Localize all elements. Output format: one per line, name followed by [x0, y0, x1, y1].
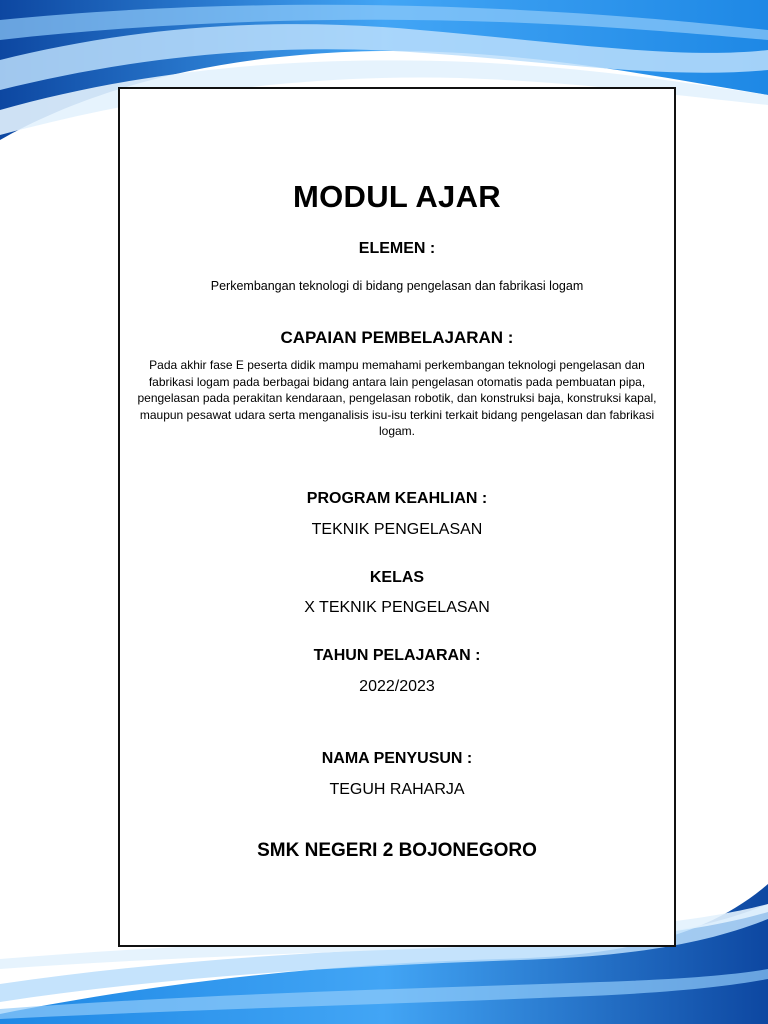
tahun-label: TAHUN PELAJARAN :	[313, 647, 481, 664]
program-label: PROGRAM KEAHLIAN :	[306, 490, 488, 507]
capaian-text: Pada akhir fase E peserta didik mampu memahami perkembangan teknologi pengelasan dan fabrikasi logam pada berbagai bidang antara lain pengelasan otomatis pada pembuatan pipa, pengelasan pada perakitan kendaraan, pengelasan robotik, dan konstruksi baja, konstruksi kapal, maupun pesawat udara serta menganalisis isu-isu terkini terkait bidang pengelasan dan fabrikasi logam.	[137, 358, 657, 438]
elemen-value: Perkembangan teknologi di bidang pengelasan dan fabrikasi logam	[210, 279, 584, 293]
kelas-value: X TEKNIK PENGELASAN	[304, 599, 490, 616]
tahun-value: 2022/2023	[359, 678, 435, 695]
capaian-label: CAPAIAN PEMBELAJARAN :	[280, 328, 514, 347]
penyusun-value: TEGUH RAHARJA	[329, 781, 465, 798]
kelas-label: KELAS	[369, 569, 425, 586]
program-value: TEKNIK PENGELASAN	[311, 521, 483, 538]
penyusun-label: NAMA PENYUSUN :	[321, 750, 473, 767]
elemen-label: ELEMEN :	[358, 240, 436, 257]
school-name: SMK NEGERI 2 BOJONEGORO	[257, 840, 537, 861]
cover-card	[118, 87, 676, 947]
document-title: MODUL AJAR	[293, 179, 501, 214]
